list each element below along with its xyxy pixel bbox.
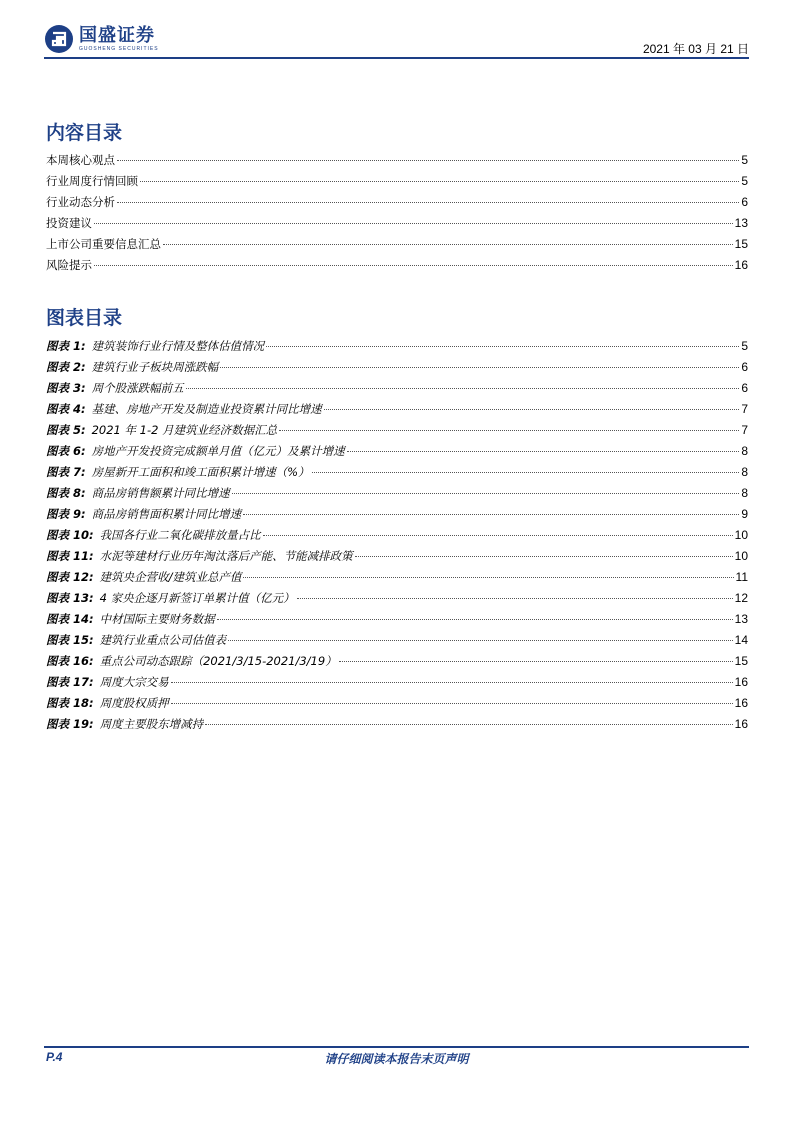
figure-entry-title: 建筑行业重点公司估值表 bbox=[99, 633, 227, 647]
figure-entry-title: 水泥等建材行业历年淘汰落后产能、节能减排政策 bbox=[99, 549, 353, 563]
figure-entry-label: 图表 9: bbox=[46, 507, 86, 521]
figure-entry[interactable] bbox=[46, 401, 748, 422]
figure-entry-title: 中材国际主要财务数据 bbox=[99, 612, 215, 626]
toc-leader-dots bbox=[232, 493, 740, 494]
figure-entry-page: 15 bbox=[734, 654, 748, 668]
toc-leader-dots bbox=[263, 535, 733, 536]
toc-leader-dots bbox=[140, 181, 739, 182]
toc-leader-dots bbox=[279, 430, 739, 431]
figure-entry[interactable] bbox=[46, 569, 748, 590]
figure-entry-page: 16 bbox=[734, 675, 748, 689]
figure-entry-title: 商品房销售面积累计同比增速 bbox=[91, 507, 242, 521]
toc-leader-dots bbox=[186, 388, 740, 389]
figure-entry-title: 房地产开发投资完成额单月值（亿元）及累计增速 bbox=[91, 444, 345, 458]
figure-entry-title: 我国各行业二氧化碳排放量占比 bbox=[99, 528, 261, 542]
figure-entry-title: 基建、房地产开发及制造业投资累计同比增速 bbox=[91, 402, 322, 416]
toc-entry[interactable] bbox=[46, 152, 748, 173]
figure-entry-label: 图表 12: bbox=[46, 570, 94, 584]
figure-entry-page: 7 bbox=[741, 423, 748, 437]
footer-divider bbox=[44, 1046, 749, 1048]
toc-leader-dots bbox=[243, 577, 733, 578]
figure-entry-page: 7 bbox=[741, 402, 748, 416]
toc-entry[interactable] bbox=[46, 215, 748, 236]
toc-entry-page: 6 bbox=[741, 195, 748, 209]
toc-entry[interactable] bbox=[46, 236, 748, 257]
toc-leader-dots bbox=[324, 409, 740, 410]
company-logo bbox=[44, 24, 159, 54]
toc-entry-title: 投资建议 bbox=[46, 216, 92, 230]
toc-entry-page: 16 bbox=[734, 258, 748, 272]
guosheng-logo-icon bbox=[44, 24, 74, 54]
figure-entry-page: 6 bbox=[741, 381, 748, 395]
figure-entry[interactable] bbox=[46, 422, 748, 443]
figure-entry[interactable] bbox=[46, 338, 748, 359]
figure-entry-label: 图表 4: bbox=[46, 402, 86, 416]
figure-entry[interactable] bbox=[46, 380, 748, 401]
figure-entry-page: 13 bbox=[734, 612, 748, 626]
figure-entry[interactable] bbox=[46, 611, 748, 632]
toc-entry-title: 行业动态分析 bbox=[46, 195, 115, 209]
figure-entry-page: 11 bbox=[735, 570, 748, 584]
figure-entry-label: 图表 5: bbox=[46, 423, 86, 437]
figure-entry-page: 8 bbox=[741, 465, 748, 479]
toc-leader-dots bbox=[347, 451, 740, 452]
toc-leader-dots bbox=[266, 346, 739, 347]
figure-entry-page: 9 bbox=[741, 507, 748, 521]
figure-entry[interactable] bbox=[46, 485, 748, 506]
figure-entry[interactable] bbox=[46, 653, 748, 674]
toc-entry-title: 本周核心观点 bbox=[46, 153, 115, 167]
disclaimer-note: 请仔细阅读本报告末页声明 bbox=[324, 1052, 469, 1066]
figure-entry[interactable] bbox=[46, 464, 748, 485]
figure-entry-page: 10 bbox=[734, 549, 748, 563]
contents-list bbox=[46, 152, 748, 278]
figure-entry-page: 16 bbox=[734, 717, 748, 731]
figure-entry-label: 图表 6: bbox=[46, 444, 86, 458]
figure-entry-label: 图表 7: bbox=[46, 465, 86, 479]
toc-leader-dots bbox=[220, 367, 739, 368]
figure-entry-label: 图表 18: bbox=[46, 696, 94, 710]
figure-entry-title: 房屋新开工面积和竣工面积累计增速（%） bbox=[91, 465, 310, 479]
figure-entry-title: 4 家央企逐月新签订单累计值（亿元） bbox=[99, 591, 295, 605]
figure-entry-page: 6 bbox=[741, 360, 748, 374]
figure-entry-label: 图表 10: bbox=[46, 528, 94, 542]
figure-entry-title: 商品房销售额累计同比增速 bbox=[91, 486, 230, 500]
figure-entry-page: 10 bbox=[734, 528, 748, 542]
toc-entry-page: 13 bbox=[734, 216, 748, 230]
figure-entry[interactable] bbox=[46, 716, 748, 737]
toc-entry-title: 行业周度行情回顾 bbox=[46, 174, 138, 188]
toc-leader-dots bbox=[228, 640, 733, 641]
figure-entry[interactable] bbox=[46, 506, 748, 527]
contents-title: 内容目录 bbox=[46, 122, 123, 144]
toc-entry[interactable] bbox=[46, 194, 748, 215]
logo-name: 国盛证券 bbox=[79, 24, 155, 46]
toc-leader-dots bbox=[117, 160, 739, 161]
figure-entry-title: 2021 年 1-2 月建筑业经济数据汇总 bbox=[91, 423, 278, 437]
figure-entry-page: 14 bbox=[734, 633, 748, 647]
figure-entry[interactable] bbox=[46, 359, 748, 380]
logo-english-name: GUOSHENG SECURITIES bbox=[79, 45, 159, 52]
toc-leader-dots bbox=[297, 598, 733, 599]
figure-entry-label: 图表 1: bbox=[46, 339, 86, 353]
figure-entry-page: 8 bbox=[741, 486, 748, 500]
figure-entry-page: 8 bbox=[741, 444, 748, 458]
toc-leader-dots bbox=[312, 472, 740, 473]
toc-leader-dots bbox=[171, 703, 733, 704]
toc-entry-title: 上市公司重要信息汇总 bbox=[46, 237, 161, 251]
figure-entry-page: 16 bbox=[734, 696, 748, 710]
report-date: 2021 年 03 月 21 日 bbox=[642, 42, 749, 56]
figure-entry-title: 周度股权质押 bbox=[99, 696, 169, 710]
figure-entry-page: 12 bbox=[734, 591, 748, 605]
toc-leader-dots bbox=[163, 244, 733, 245]
figure-entry-label: 图表 2: bbox=[46, 360, 86, 374]
figure-entry-title: 建筑装饰行业行情及整体估值情况 bbox=[91, 339, 265, 353]
figure-entry-label: 图表 19: bbox=[46, 717, 94, 731]
figure-entry-label: 图表 8: bbox=[46, 486, 86, 500]
figure-entry[interactable] bbox=[46, 548, 748, 569]
toc-leader-dots bbox=[355, 556, 733, 557]
figure-entry[interactable] bbox=[46, 674, 748, 695]
figure-entry-title: 建筑央企营收/建筑业总产值 bbox=[99, 570, 242, 584]
toc-leader-dots bbox=[117, 202, 739, 203]
figure-entry-label: 图表 14: bbox=[46, 612, 94, 626]
figure-entry-label: 图表 3: bbox=[46, 381, 86, 395]
toc-leader-dots bbox=[217, 619, 733, 620]
figure-entry[interactable] bbox=[46, 590, 748, 611]
figure-entry-title: 重点公司动态跟踪（2021/3/15-2021/3/19） bbox=[99, 654, 337, 668]
toc-leader-dots bbox=[339, 661, 733, 662]
figure-entry[interactable] bbox=[46, 527, 748, 548]
figure-entry-title: 周度主要股东增减持 bbox=[99, 717, 204, 731]
toc-entry[interactable] bbox=[46, 257, 748, 278]
toc-leader-dots bbox=[94, 223, 733, 224]
figure-entry-title: 周个股涨跌幅前五 bbox=[91, 381, 184, 395]
figure-entry-label: 图表 16: bbox=[46, 654, 94, 668]
toc-leader-dots bbox=[205, 724, 733, 725]
toc-entry-page: 15 bbox=[734, 237, 748, 251]
figure-entry-label: 图表 17: bbox=[46, 675, 94, 689]
figure-entry-page: 5 bbox=[741, 339, 748, 353]
figure-entry-title: 建筑行业子板块周涨跌幅 bbox=[91, 360, 219, 374]
figure-entry-title: 周度大宗交易 bbox=[99, 675, 169, 689]
header-divider bbox=[44, 57, 749, 59]
figures-title: 图表目录 bbox=[46, 307, 123, 329]
figure-entry-label: 图表 11: bbox=[46, 549, 94, 563]
figure-entry[interactable] bbox=[46, 632, 748, 653]
toc-leader-dots bbox=[171, 682, 733, 683]
toc-leader-dots bbox=[243, 514, 739, 515]
toc-entry-title: 风险提示 bbox=[46, 258, 92, 272]
toc-leader-dots bbox=[94, 265, 733, 266]
figure-entry[interactable] bbox=[46, 695, 748, 716]
toc-entry-page: 5 bbox=[741, 174, 748, 188]
toc-entry-page: 5 bbox=[741, 153, 748, 167]
figure-entry-label: 图表 13: bbox=[46, 591, 94, 605]
figure-entry[interactable] bbox=[46, 443, 748, 464]
page-number: P.4 bbox=[46, 1050, 63, 1064]
figure-entry-label: 图表 15: bbox=[46, 633, 94, 647]
toc-entry[interactable] bbox=[46, 173, 748, 194]
figures-list bbox=[46, 338, 748, 737]
